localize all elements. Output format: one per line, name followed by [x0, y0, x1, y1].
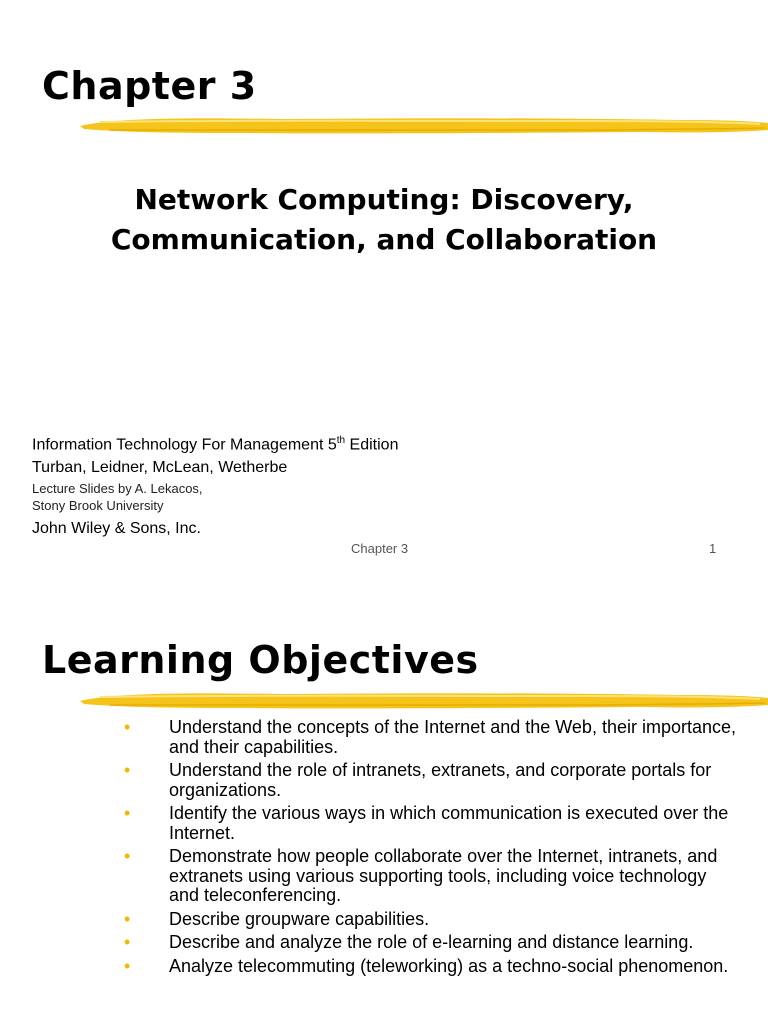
- book-title: [32, 430, 398, 456]
- list-item: [118, 718, 738, 757]
- lecture-slides-credit: Lecture Slides by A. Lekacos,: [32, 481, 203, 497]
- authors: Turban, Leidner, McLean, Wetherbe: [32, 459, 288, 477]
- objective-text: Identify the various ways in which communication is executed over the Internet.: [169, 803, 729, 843]
- slide-2: [0, 600, 768, 1024]
- objective-text: Describe groupware capabilities.: [169, 908, 430, 929]
- chapter-title: Chapter 3: [42, 64, 257, 108]
- bullet-icon: •: [124, 932, 131, 952]
- list-item: [118, 847, 738, 906]
- page-number: 1: [709, 541, 717, 556]
- list-item: [118, 761, 738, 800]
- list-item: [118, 804, 738, 843]
- objective-text: Understand the concepts of the Internet and the Web, their importance, and their capabilities.: [169, 717, 737, 757]
- objective-text: Describe and analyze the role of e-learning and distance learning.: [169, 932, 694, 952]
- publisher: John Wiley & Sons, Inc.: [32, 520, 201, 538]
- bullet-icon: •: [124, 803, 131, 823]
- objective-text: Understand the role of intranets, extranets, and corporate portals for organizations.: [169, 760, 712, 800]
- objective-text: Demonstrate how people collaborate over the Internet, intranets, and extranets using various supporting tools, including voice technology and teleconferencing.: [169, 846, 718, 905]
- list-item: [118, 957, 738, 977]
- bullet-icon: •: [124, 846, 131, 866]
- list-item: [118, 910, 738, 930]
- list-item: [118, 933, 738, 953]
- university: Stony Brook University: [32, 498, 164, 514]
- edition-superscript: th: [336, 435, 346, 446]
- book-title-text: Information Technology For Management 5: [32, 436, 337, 454]
- bullet-icon: •: [124, 908, 131, 929]
- highlight-stroke: [80, 688, 768, 714]
- credits-block: [32, 430, 398, 542]
- subtitle-line-1: Network Computing: Discovery,: [134, 183, 634, 216]
- subtitle-line-2: Communication, and Collaboration: [110, 223, 658, 256]
- bullet-icon: •: [124, 717, 131, 737]
- highlight-stroke: [80, 113, 768, 139]
- learning-objectives-title: Learning Objectives: [42, 638, 479, 682]
- objectives-list: [118, 718, 738, 980]
- bullet-icon: •: [124, 760, 131, 780]
- bullet-icon: •: [124, 955, 131, 976]
- footer-chapter: Chapter 3: [351, 541, 409, 556]
- objective-text: Analyze telecommuting (teleworking) as a techno-social phenomenon.: [169, 955, 729, 976]
- slide-subtitle: [0, 180, 768, 260]
- edition-word: Edition: [345, 436, 399, 454]
